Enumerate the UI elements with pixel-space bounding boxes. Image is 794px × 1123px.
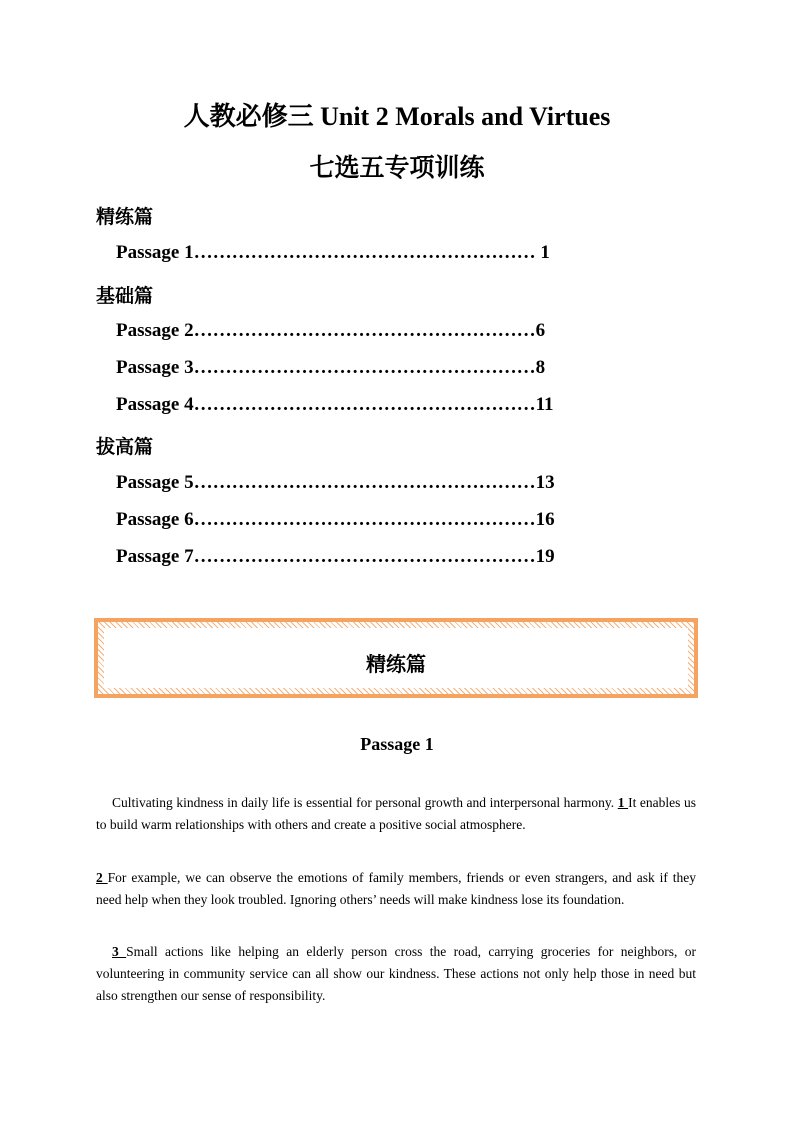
paragraph-text: Cultivating kindness in daily life is essential for personal growth and interpersonal harmony. <box>112 795 618 810</box>
passage-paragraph-3 <box>96 941 696 1007</box>
passage-title: Passage 1 <box>360 734 434 754</box>
passage-paragraph-2 <box>96 867 696 911</box>
toc-entry[interactable]: Passage 1……………………………………………… 1 <box>116 242 550 263</box>
answer-blank-2[interactable]: 2 <box>96 870 108 885</box>
paragraph-text: Small actions like helping an elderly person cross the road, carrying groceries for neighbors, or volunteering in community service can all show our kindness. These actions not only help those in need but also strengthen our sense of responsibility. <box>96 944 697 1003</box>
answer-blank-3[interactable]: 3 <box>112 944 127 959</box>
passage-paragraph-1 <box>96 792 696 836</box>
toc-section-heading: 精练篇 <box>96 207 154 228</box>
toc-entry[interactable]: Passage 3………………………………………………8 <box>116 357 546 378</box>
section-banner <box>94 618 698 698</box>
toc-section-heading: 基础篇 <box>96 286 154 307</box>
toc-entry[interactable]: Passage 2………………………………………………6 <box>116 320 546 341</box>
toc-entry[interactable]: Passage 5………………………………………………13 <box>116 472 555 493</box>
toc-entry[interactable]: Passage 4………………………………………………11 <box>116 394 554 415</box>
paragraph-text: It enables us to build warm relationships with others and create a positive social atmosphere. <box>96 795 696 832</box>
answer-blank-1[interactable]: 1 <box>617 795 629 810</box>
toc-section-heading: 拔高篇 <box>96 437 154 458</box>
document-title: 人教必修三 Unit 2 Morals and Virtues <box>183 102 611 131</box>
toc-entry[interactable]: Passage 7………………………………………………19 <box>116 546 555 567</box>
toc-entry[interactable]: Passage 6………………………………………………16 <box>116 509 555 530</box>
section-banner-label: 精练篇 <box>366 654 426 676</box>
document-subtitle: 七选五专项训练 <box>309 155 485 182</box>
paragraph-text: For example, we can observe the emotions of family members, friends or even strangers, and ask if they need help when they look troubled. Ignoring others’ needs will make kindness lose its foundation. <box>96 870 696 907</box>
